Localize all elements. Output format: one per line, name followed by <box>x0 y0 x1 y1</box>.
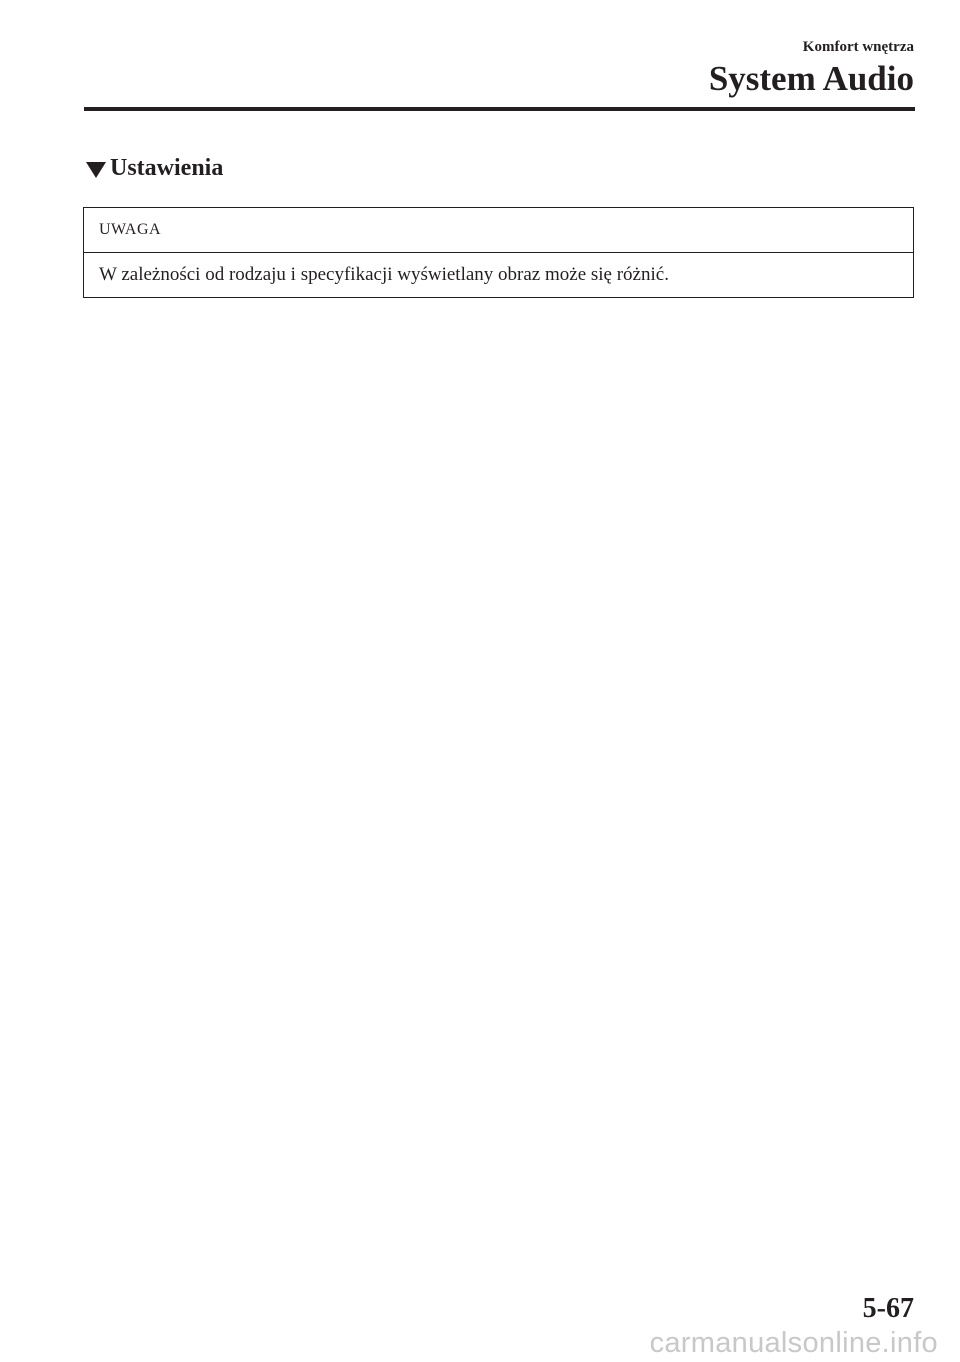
note-box <box>83 207 914 298</box>
watermark: carmanualsonline.info <box>649 1327 938 1359</box>
subheading-text: Ustawienia <box>110 155 224 181</box>
triangle-down-icon <box>86 162 106 178</box>
header-rule <box>84 107 915 111</box>
note-label: UWAGA <box>84 208 913 253</box>
note-text: W zależności od rodzaju i specyfikacji wyświetlany obraz może się różnić. <box>99 264 669 285</box>
page-number: 5-67 <box>862 1293 914 1324</box>
chapter-label: Komfort wnętrza <box>802 39 914 55</box>
section-title: System Audio <box>708 59 914 98</box>
subheading <box>86 155 223 182</box>
